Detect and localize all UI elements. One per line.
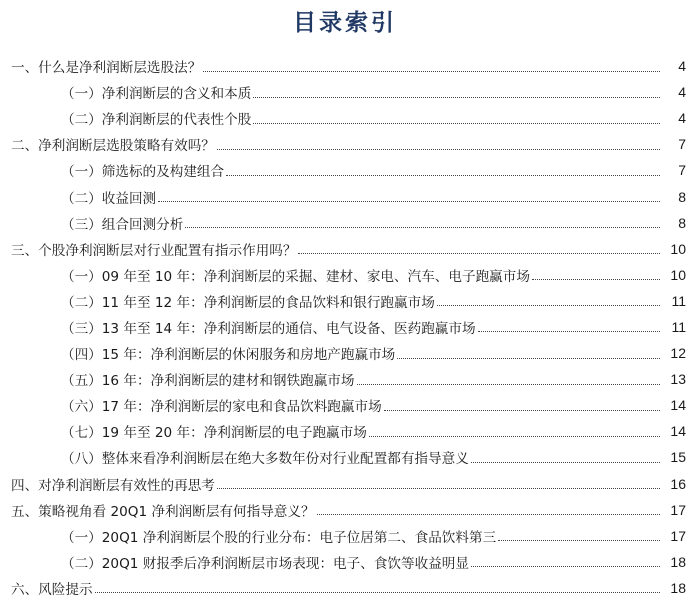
dot-leader [253,97,660,98]
toc-entry-text: （四）15 年：净利润断层的休闲服务和房地产跑赢市场 [61,347,396,364]
toc-entry-page: 12 [670,345,686,362]
toc-entry-text: 六、风险提示 [11,581,93,598]
toc-entry-text: 一、什么是净利润断层选股法？ [11,60,202,77]
toc-entry-page: 11 [671,292,686,309]
toc-entry-text: 三、个股净利润断层对行业配置有指示作用吗？ [11,242,297,259]
toc-entry[interactable] [0,236,690,262]
toc-entry[interactable] [0,53,690,79]
dot-leader [471,566,660,567]
toc-entry-text: 四、对净利润断层有效性的再思考 [11,477,215,494]
page-title: 目录索引 [293,10,397,36]
toc-entry[interactable] [0,444,690,470]
toc-entry-page: 8 [678,188,686,205]
toc-entry-text: （二）净利润断层的代表性个股 [61,112,252,129]
toc-entry-page: 14 [670,423,686,440]
toc-entry[interactable] [0,314,690,340]
toc-entry[interactable] [0,262,690,288]
toc-entry[interactable] [0,523,690,549]
toc-entry-text: （一）20Q1 净利润断层个股的行业分布：电子位居第二、食品饮料第三 [61,529,497,546]
toc-entry[interactable] [0,418,690,444]
toc-entry-page: 18 [670,579,686,596]
dot-leader [369,436,660,437]
toc-entry-page: 4 [678,110,686,127]
toc-entry-page: 18 [670,553,686,570]
dot-leader [471,462,660,463]
toc-entry-page: 7 [678,162,686,179]
dot-leader [298,253,660,254]
toc-entry[interactable] [0,340,690,366]
toc-entry-page: 4 [678,58,686,75]
dot-leader [158,201,660,202]
toc-entry-text: （三）13 年至 14 年：净利润断层的通信、电气设备、医药跑赢市场 [61,320,476,337]
dot-leader [226,175,660,176]
toc-entry-text: （五）16 年：净利润断层的建材和钢铁跑赢市场 [61,373,355,390]
dot-leader [437,305,660,306]
toc-entry-page: 11 [671,318,686,335]
dot-leader [253,123,660,124]
toc-entry-page: 14 [670,397,686,414]
toc-entry[interactable] [0,549,690,575]
toc-entry-text: （三）组合回测分析 [61,216,184,233]
dot-leader [384,410,660,411]
dot-leader [203,71,660,72]
toc-entry-text: （二）20Q1 财报季后净利润断层市场表现：电子、食饮等收益明显 [61,555,469,572]
table-of-contents [0,53,690,601]
dot-leader [217,488,660,489]
dot-leader [185,227,660,228]
toc-entry[interactable] [0,288,690,314]
toc-entry-text: （二）收益回测 [61,190,157,207]
toc-entry-page: 10 [670,266,686,283]
toc-entry-text: （八）整体来看净利润断层在绝大多数年份对行业配置都有指导意义 [61,451,469,468]
toc-entry[interactable] [0,471,690,497]
dot-leader [95,592,660,593]
toc-entry[interactable] [0,366,690,392]
toc-entry-page: 4 [678,84,686,101]
dot-leader [532,279,660,280]
toc-entry-text: （一）净利润断层的含义和本质 [61,86,252,103]
dot-leader [317,514,660,515]
dot-leader [498,540,660,541]
toc-entry[interactable] [0,105,690,131]
toc-entry-page: 7 [678,136,686,153]
dot-leader [397,358,660,359]
toc-entry[interactable] [0,183,690,209]
toc-entry-page: 17 [670,501,686,518]
toc-entry[interactable] [0,131,690,157]
toc-entry-text: （二）11 年至 12 年：净利润断层的食品饮料和银行跑赢市场 [61,294,435,311]
toc-entry-text: （一）筛选标的及构建组合 [61,164,225,181]
toc-entry-page: 8 [678,214,686,231]
toc-entry-text: 五、策略视角看 20Q1 净利润断层有何指导意义？ [11,503,315,520]
toc-entry[interactable] [0,575,690,601]
toc-entry-text: 二、净利润断层选股策略有效吗？ [11,138,215,155]
toc-entry-text: （六）17 年：净利润断层的家电和食品饮料跑赢市场 [61,399,382,416]
dot-leader [478,331,660,332]
toc-entry-page: 17 [670,527,686,544]
toc-entry[interactable] [0,157,690,183]
dot-leader [217,149,660,150]
toc-entry[interactable] [0,210,690,236]
dot-leader [357,384,661,385]
toc-entry-text: （七）19 年至 20 年：净利润断层的电子跑赢市场 [61,425,367,442]
toc-entry-page: 16 [670,475,686,492]
toc-entry[interactable] [0,79,690,105]
toc-entry[interactable] [0,497,690,523]
toc-entry-page: 15 [670,449,686,466]
toc-entry-page: 10 [670,240,686,257]
toc-entry[interactable] [0,392,690,418]
toc-entry-text: （一）09 年至 10 年：净利润断层的采掘、建材、家电、汽车、电子跑赢市场 [61,268,530,285]
toc-entry-page: 13 [670,371,686,388]
